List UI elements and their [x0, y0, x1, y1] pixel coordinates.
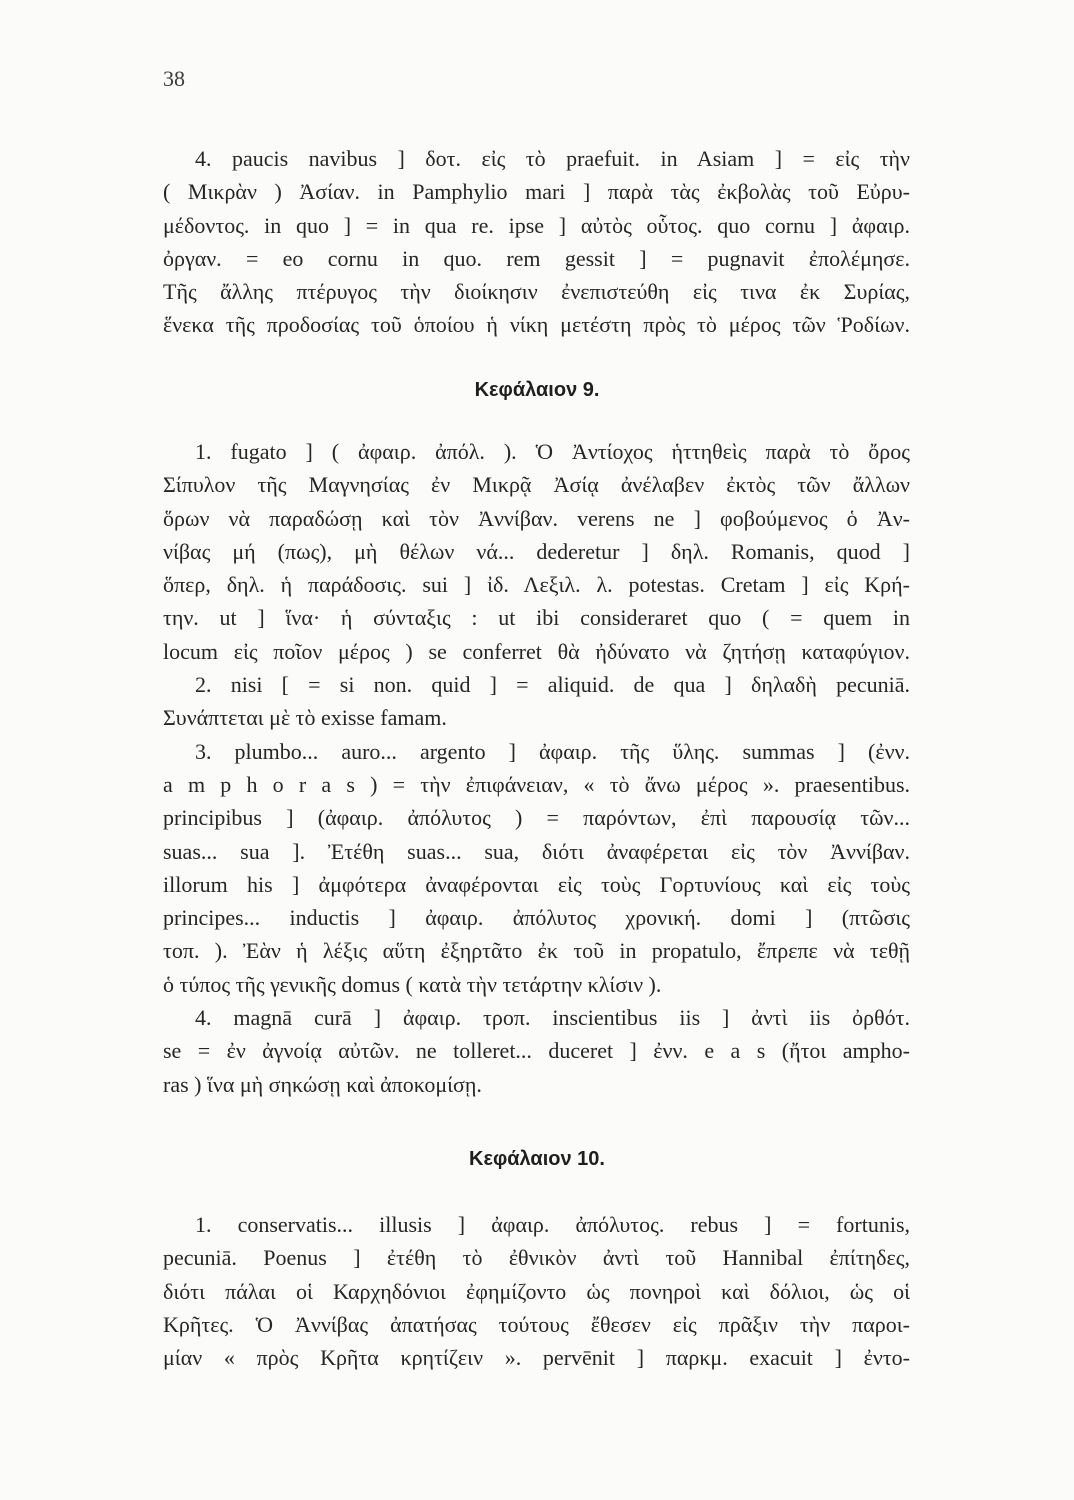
- text-line: 3. plumbo... auro... argento ] ἀφαιρ. τῆς ὕλης. summas ] (ἐνν.: [195, 738, 910, 764]
- text-line: 2. nisi [ = si non. quid ] = aliquid. de qua ] δηλαδὴ pecuniā.: [195, 672, 910, 698]
- page-number: 38: [163, 66, 185, 91]
- commentary-section-chapter-9: [163, 435, 910, 1101]
- text-line: locum εἰς ποῖον μέρος ) se conferret θὰ ἠδύνατο νὰ ζητήσῃ καταφύγιον.: [163, 638, 910, 664]
- text-line: ὁ τύπος τῆς γενικῆς domus ( κατὰ τὴν τετάρτην κλίσιν ).: [163, 971, 662, 997]
- text-line: Κρῆτες. Ὁ Ἀννίβας ἀπατήσας τούτους ἔθεσεν εἰς πρᾶξιν τὴν παροι-: [163, 1311, 910, 1337]
- text-line: a m p h o r a s ) = τὴν ἐπιφάνειαν, « τὸ ἄνω μέρος ». praesentibus.: [163, 771, 910, 797]
- text-line: ὅπερ, δηλ. ἡ παράδοσις. sui ] ἰδ. Λεξιλ. λ. potestas. Cretam ] εἰς Κρή-: [163, 572, 910, 598]
- text-line: Σίπυλον τῆς Μαγνησίας ἐν Μικρᾷ Ἀσίᾳ ἀνέλαβεν ἐκτὸς τῶν ἄλλων: [163, 472, 910, 498]
- text-line: ὀργαν. = eo cornu in quo. rem gessit ] = pugnavit ἐπολέμησε.: [163, 245, 910, 271]
- chapter-heading: Κεφάλαιον 9.: [474, 379, 600, 401]
- text-line: pecuniā. Poenus ] ἐτέθη τὸ ἐθνικὸν ἀντὶ τοῦ Hannibal ἐπίτηδες,: [163, 1245, 910, 1271]
- commentary-section-chapter-10: [163, 1208, 910, 1374]
- chapter-heading: Κεφάλαιον 10.: [469, 1148, 605, 1170]
- text-line: μέδοντος. in quo ] = in qua re. ipse ] αὐτὸς οὗτος. quo cornu ] ἀφαιρ.: [163, 212, 910, 238]
- text-line: se = ἐν ἀγνοίᾳ αὐτῶν. ne tolleret... duceret ] ἐνν. e a s (ἤτοι ampho-: [163, 1038, 910, 1064]
- text-line: principes... inductis ] ἀφαιρ. ἀπόλυτος χρονική. domi ] (πτῶσις: [163, 905, 910, 931]
- text-line: διότι πάλαι οἱ Καρχηδόνιοι ἐφημίζοντο ὡς πονηροὶ καὶ δόλιοι, ὡς οἱ: [163, 1278, 910, 1304]
- text-line: Τῆς ἄλλης πτέρυγος τὴν διοίκησιν ἐνεπιστεύθη εἰς τινα ἐκ Συρίας,: [163, 279, 910, 305]
- text-line: 1. conservatis... illusis ] ἀφαιρ. ἀπόλυτος. rebus ] = fortunis,: [195, 1212, 910, 1237]
- text-line: ὅρων νὰ παραδώσῃ καὶ τὸν Ἀννίβαν. verens ne ] φοβούμενος ὁ Ἀν-: [163, 505, 910, 531]
- text-line: 1. fugato ] ( ἀφαιρ. ἀπόλ. ). Ὁ Ἀντίοχος ἡττηθεὶς παρὰ τὸ ὄρος: [195, 439, 910, 464]
- text-line: illorum his ] ἀμφότερα ἀναφέρονται εἰς τοὺς Γορτυνίους καὶ εἰς τοὺς: [163, 871, 910, 897]
- text-line: suas... sua ]. Ἐτέθη suas... sua, διότι ἀναφέρεται εἰς τὸν Ἀννίβαν.: [163, 838, 910, 864]
- text-line: ἕνεκα τῆς προδοσίας τοῦ ὁποίου ἡ νίκη μετέστη πρὸς τὸ μέρος τῶν Ῥοδίων.: [163, 312, 910, 338]
- text-line: 4. paucis navibus ] δοτ. εἰς τὸ praefuit. in Asiam ] = εἰς τὴν: [195, 146, 910, 171]
- text-line: Συνάπτεται μὲ τὸ exisse famam.: [163, 705, 447, 731]
- text-line: 4. magnā curā ] ἀφαιρ. τροπ. inscientibus iis ] ἀντὶ iis ὀρθότ.: [195, 1005, 910, 1031]
- text-line: ras ) ἵνα μὴ σηκώσῃ καὶ ἀποκομίσῃ.: [163, 1071, 482, 1097]
- text-line: την. ut ] ἵνα· ἡ σύνταξις : ut ibi consideraret quo ( = quem in: [163, 605, 910, 631]
- text-line: τοπ. ). Ἐὰν ἡ λέξις αὕτη ἐξηρτᾶτο ἐκ τοῦ in propatulo, ἔπρεπε νὰ τεθῇ: [163, 938, 910, 964]
- text-line: μίαν « πρὸς Κρῆτα κρητίζειν ». pervēnit ] παρκμ. exacuit ] ἐντο-: [163, 1345, 910, 1371]
- text-line: ( Μικρὰν ) Ἀσίαν. in Pamphylio mari ] παρὰ τὰς ἐκβολὰς τοῦ Εὐρυ-: [163, 179, 910, 205]
- commentary-section-intro: [163, 142, 910, 342]
- text-line: νίβας μή (πως), μὴ θέλων νά... dederetur ] δηλ. Romanis, quod ]: [163, 538, 910, 564]
- text-line: principibus ] (ἀφαιρ. ἀπόλυτος ) = παρόντων, ἐπὶ παρουσίᾳ τῶν...: [163, 805, 910, 831]
